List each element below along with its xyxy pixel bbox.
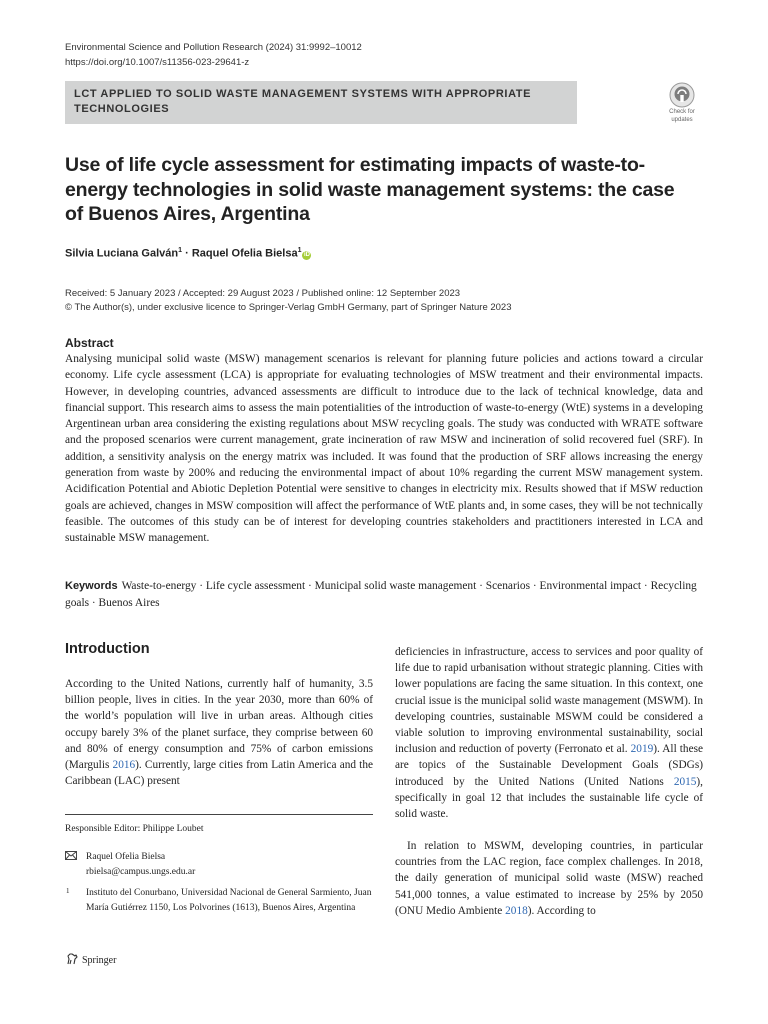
citation-link[interactable]: 2019 — [630, 743, 654, 756]
text-run: According to the United Nations, currently half of humanity, 3.5 billion people, lives in cities. In the year 2030, more than 60% of the world’s population will live in urban areas. Although cities occupy barely 3% of the planet surface, they comprise between 60 and 80% of energy consumption and 75% of carbon emissions (Margulis — [65, 678, 373, 772]
author-name[interactable]: Silvia Luciana Galván — [65, 247, 179, 260]
text-run: ). According to — [527, 904, 596, 917]
journal-citation: Environmental Science and Pollution Research (2024) 31:9992–10012 — [65, 42, 362, 53]
text-run: deficiencies in infrastructure, access to services and poor quality of life due to rapid urbanisation without strategic planning. Cities with lower populations are facing the same situation. In this context, one crucial issue is the municipal solid waste management (MSWM). In developing countries, sustainable MSWM could be considered a viable solution to improving environmental sustainability, social inclusion and reduction of poverty (Ferronato et al. — [395, 646, 703, 756]
text-run: ). All these are topics of the Sustainable Development Goals (SDGs) introduced by the United Nations (United Nations — [395, 743, 703, 788]
footnote-divider — [65, 814, 373, 815]
check-updates-line1: Check for — [669, 109, 695, 115]
journal-header — [65, 40, 362, 70]
envelope-icon — [65, 851, 77, 860]
orcid-icon[interactable]: iD — [303, 251, 310, 258]
springer-horse-icon — [65, 952, 79, 966]
topical-collection-banner — [65, 81, 577, 124]
corresponding-author-name: Raquel Ofelia Bielsa — [86, 852, 166, 862]
keywords — [65, 578, 703, 611]
introduction-heading: Introduction — [65, 641, 150, 657]
text-run: ), specifically in goal 12 that includes the sustainable life cycle of solid waste. — [395, 775, 703, 821]
author-name[interactable]: Raquel Ofelia Bielsa — [191, 247, 298, 260]
check-for-updates-badge[interactable] — [658, 82, 706, 124]
author-list — [65, 247, 311, 260]
intro-right-paragraph-1 — [395, 644, 703, 822]
abstract-body: Analysing municipal solid waste (MSW) management scenarios is relevant for planning future policies and actions toward a circular economy. Life cycle assessment (LCA) is appropriate for evaluating technologies of MSW treatment and their environmental impacts. However, in developing countries, advanced assessments are difficult to introduce due to the lack of technical knowledge, data and financial support. This research aims to assess the main potentialities of the introduction of waste-to-energy (WtE) systems in a developing Argentinean urban area considering the existing regulations about MSW recycling goals. The study was conducted with WRATE software and the proposed scenarios were current management, grate incineration of raw MSW and incineration of solid recovered fuel (SRF). In addition, a sensitivity analysis on the energy matrix was included. It was found that the production of SRF allows increasing the energy generation from waste by 200% and reducing the environmental impact of about 10% regarding the current MSW management system. Acidification Potential and Abiotic Depletion Potential were sensitive to changes in electricity mix. Results showed that if MSW reduction goals are achieved, changes in MSW composition will affect the performance of WtE plants and, in some cases, they will be not technically feasible. The outcomes of this study can be of interest for developing countries stakeholders and practitioners interested in LCA and sustainable MSW management. — [65, 353, 703, 545]
publisher-footer — [65, 952, 116, 968]
author-affiliation-mark: 1 — [297, 247, 302, 254]
doi-link[interactable]: https://doi.org/10.1007/s11356-023-29641-z — [65, 57, 250, 68]
received-accepted-dates: Received: 5 January 2023 / Accepted: 29 August 2023 / Published online: 12 September 2023 — [65, 288, 461, 299]
keywords-text: Waste-to-energy · Life cycle assessment · Municipal solid waste management · Scenarios · Environmental impact · Recycling goals · Buenos Aires — [65, 580, 697, 609]
keywords-label: Keywords — [65, 580, 118, 592]
affiliation-block — [65, 886, 373, 916]
citation-link[interactable]: 2015 — [673, 775, 697, 788]
text-run: ). Currently, large cities from Latin America and the Caribbean (LAC) present — [65, 759, 373, 788]
text-run: In relation to MSWM, developing countries, in particular countries from the LAC region, face complex challenges. In 2018, the daily generation of municipal solid waste (MSW) reached 541,000 tonnes, a value estimated to increase by 25% by 2050 (ONU Medio Ambiente — [395, 840, 703, 917]
publisher-name: Springer — [82, 955, 117, 966]
publication-history — [65, 287, 512, 314]
citation-link[interactable]: 2016 — [112, 759, 136, 772]
article-title: Use of life cycle assessment for estimating impacts of waste-to-energy technologies in solid waste management systems: the case of Buenos Aires, Argentina — [65, 154, 675, 225]
copyright-line: © The Author(s), under exclusive licence to Springer-Verlag GmbH Germany, part of Springer Nature 2023 — [65, 301, 512, 313]
abstract-heading: Abstract — [65, 336, 114, 350]
corresponding-author-block — [65, 850, 195, 880]
intro-right-paragraph-2 — [395, 838, 703, 919]
citation-link[interactable]: 2018 — [505, 904, 528, 917]
check-updates-icon — [669, 82, 695, 108]
author-separator: · — [185, 247, 189, 260]
affiliation-number: 1 — [66, 887, 70, 895]
corresponding-author-email[interactable]: rbielsa@campus.ungs.edu.ar — [86, 867, 196, 877]
responsible-editor: Responsible Editor: Philippe Loubet — [65, 824, 204, 834]
affiliation-text: Instituto del Conurbano, Universidad Nacional de General Sarmiento, Juan María Gutiérrez 1150, Los Polvorines (1613), Buenos Aires, Argentina — [86, 888, 372, 913]
author-affiliation-mark: 1 — [178, 247, 183, 254]
banner-text: LCT APPLIED TO SOLID WASTE MANAGEMENT SYSTEMS WITH APPROPRIATE TECHNOLOGIES — [74, 88, 532, 115]
intro-left-paragraph — [65, 676, 373, 789]
check-updates-line2: updates — [671, 117, 693, 123]
